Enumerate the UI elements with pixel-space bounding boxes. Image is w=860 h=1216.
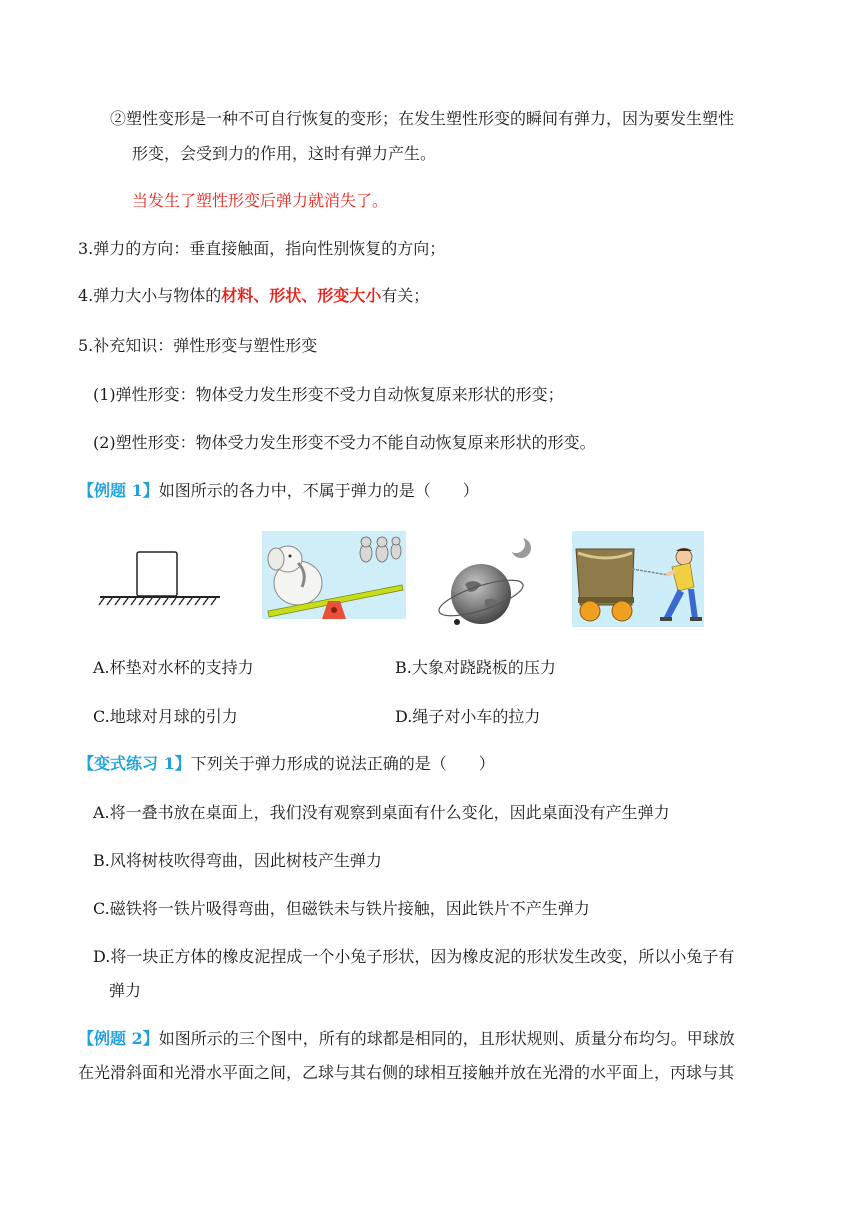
plastic-line-1: ②塑性变形是一种不可自行恢复的变形；在发生塑性形变的瞬间有弹力，因为要发生塑性 <box>110 109 735 128</box>
point-3: 3.弹力的方向：垂直接触面，指向性别恢复的方向； <box>78 239 446 258</box>
plastic-line-2: 形变，会受到力的作用，这时有弹力产生。 <box>132 144 437 163</box>
example-1-option-a: A.杯垫对水杯的支持力 <box>93 658 254 677</box>
example-1-question: 如图所示的各力中，不属于弹力的是（ ） <box>158 481 479 500</box>
practice-1-option-a: A.将一叠书放在桌面上，我们没有观察到桌面有什么变化，因此桌面没有产生弹力 <box>93 803 670 822</box>
point-4-prefix: 4.弹力大小与物体的 <box>78 286 222 305</box>
point-4-suffix: 有关； <box>381 286 430 305</box>
practice-1-question: 下列关于弹力形成的说法正确的是（ ） <box>190 754 495 773</box>
elephant-seesaw-figure <box>262 531 406 619</box>
example-2-text-1: 如图所示的三个图中，所有的球都是相同的，且形状规则、质量分布均匀。甲球放 <box>158 1029 735 1048</box>
example-2-tag: 【例题 2】 <box>78 1029 159 1048</box>
practice-1-heading <box>78 753 495 775</box>
example-1-option-d: D.绳子对小车的拉力 <box>395 707 541 726</box>
example-2-line-2: 在光滑斜面和光滑水平面之间，乙球与其右侧的球相互接触并放在光滑的水平面上，丙球与其 <box>78 1063 735 1082</box>
point-5-sub-2: (2)塑性形变：物体受力发生形变不受力不能自动恢复原来形状的形变。 <box>93 433 596 452</box>
earth-moon-figure <box>437 534 541 630</box>
point-5-title: 5.补充知识：弹性形变与塑性形变 <box>78 336 318 355</box>
example-1-option-b: B.大象对跷跷板的压力 <box>395 658 556 677</box>
point-5-sub-1: (1)弹性形变：物体受力发生形变不受力自动恢复原来形状的形变； <box>93 385 564 404</box>
practice-1-option-b: B.风将树枝吹得弯曲，因此树枝产生弹力 <box>93 851 382 870</box>
cup-on-coaster-figure <box>98 548 222 608</box>
practice-1-option-c: C.磁铁将一铁片吸得弯曲，但磁铁未与铁片接触，因此铁片不产生弹力 <box>93 899 590 918</box>
plastic-red-note: 当发生了塑性形变后弹力就消失了。 <box>132 191 389 210</box>
example-1-option-c: C.地球对月球的引力 <box>93 707 238 726</box>
practice-1-option-d-line-2: 弹力 <box>109 981 142 1000</box>
practice-1-option-d-line-1: D.将一块正方体的橡皮泥捏成一个小兔子形状，因为橡皮泥的形状发生改变，所以小兔子有 <box>93 947 735 966</box>
point-4-highlight: 材料、形状、形变大小 <box>221 286 382 305</box>
point-4 <box>78 285 429 307</box>
example-1-heading <box>78 480 479 502</box>
practice-1-tag: 【变式练习 1】 <box>78 754 191 773</box>
boy-pulling-cart-figure <box>572 531 704 627</box>
example-2-line-1 <box>78 1028 735 1050</box>
example-1-tag: 【例题 1】 <box>78 481 159 500</box>
